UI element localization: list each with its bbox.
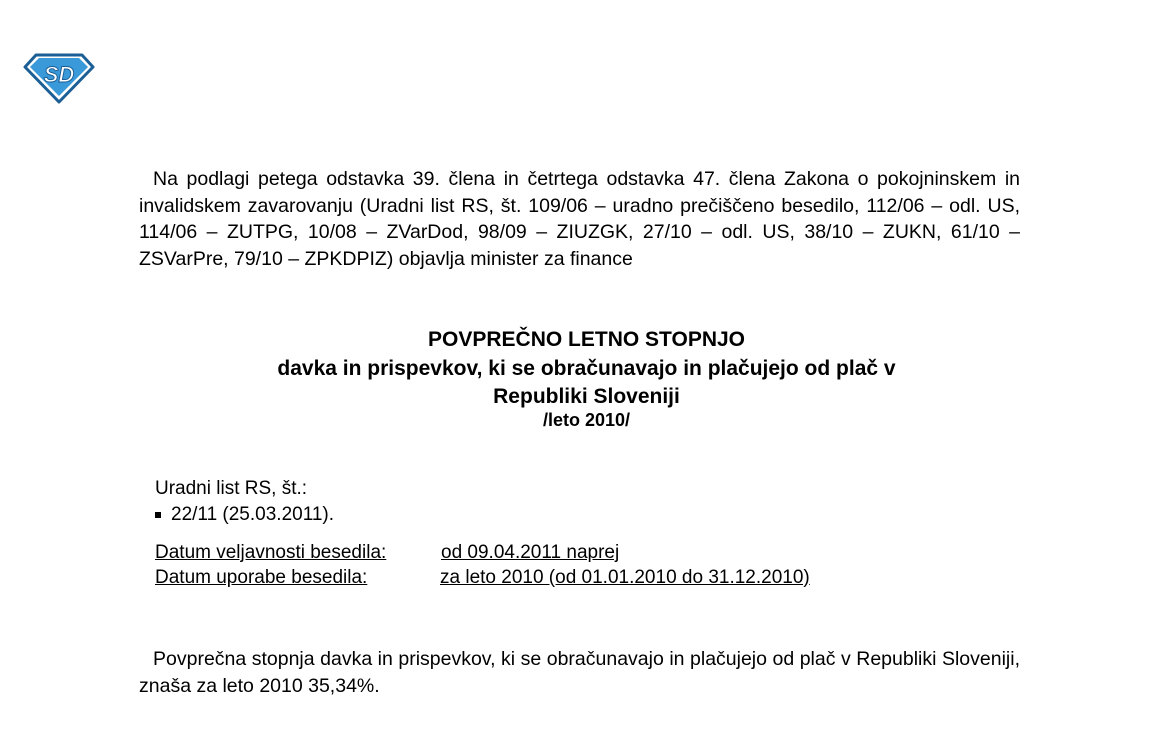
logo-text: SD	[43, 62, 75, 87]
document-title	[139, 328, 1034, 431]
validity-row	[155, 540, 620, 565]
intro-paragraph: Na podlagi petega odstavka 39. člena in četrtega odstavka 47. člena Zakona o pokojninskem in invalidskem zavarovanju (Uradni list RS, št. 109/06 – uradno prečiščeno besedilo, 112/06 – odl. US, 114/06 – ZUTPG, 10/08 – ZVarDod, 98/09 – ZIUZGK, 27/10 – odl. US, 38/10 – ZUKN, 61/10 – ZSVarPre, 79/10 – ZPKDPIZ) objavlja minister za finance	[139, 168, 1020, 270]
usage-label: Datum uporabe besedila:	[155, 567, 368, 588]
validity-label: Datum veljavnosti besedila:	[155, 542, 387, 563]
usage-value: za leto 2010 (od 01.01.2010 do 31.12.2010)	[440, 567, 810, 588]
dates-block	[155, 540, 810, 590]
bullet-icon	[155, 512, 161, 518]
title-year: /leto 2010/	[542, 410, 631, 430]
gazette-item	[155, 502, 334, 528]
usage-row	[155, 565, 810, 590]
title-line-1: POVPREČNO LETNO STOPNJO	[428, 328, 745, 351]
gazette-label: Uradni list RS, št.:	[155, 478, 308, 499]
title-line-2: davka in prispevkov, ki se obračunavajo in plačujejo od plač v	[277, 357, 896, 380]
final-paragraph: Povprečna stopnja davka in prispevkov, ki se obračunavajo in plačujejo od plač v Republiki Sloveniji, znaša za leto 2010 35,34%.	[139, 648, 1020, 697]
title-line-3: Republiki Sloveniji	[493, 385, 680, 408]
gazette-item-text: 22/11 (25.03.2011).	[171, 504, 335, 525]
gazette-reference	[155, 476, 334, 528]
sd-logo-icon	[22, 49, 96, 105]
validity-value: od 09.04.2011 naprej	[441, 542, 620, 563]
